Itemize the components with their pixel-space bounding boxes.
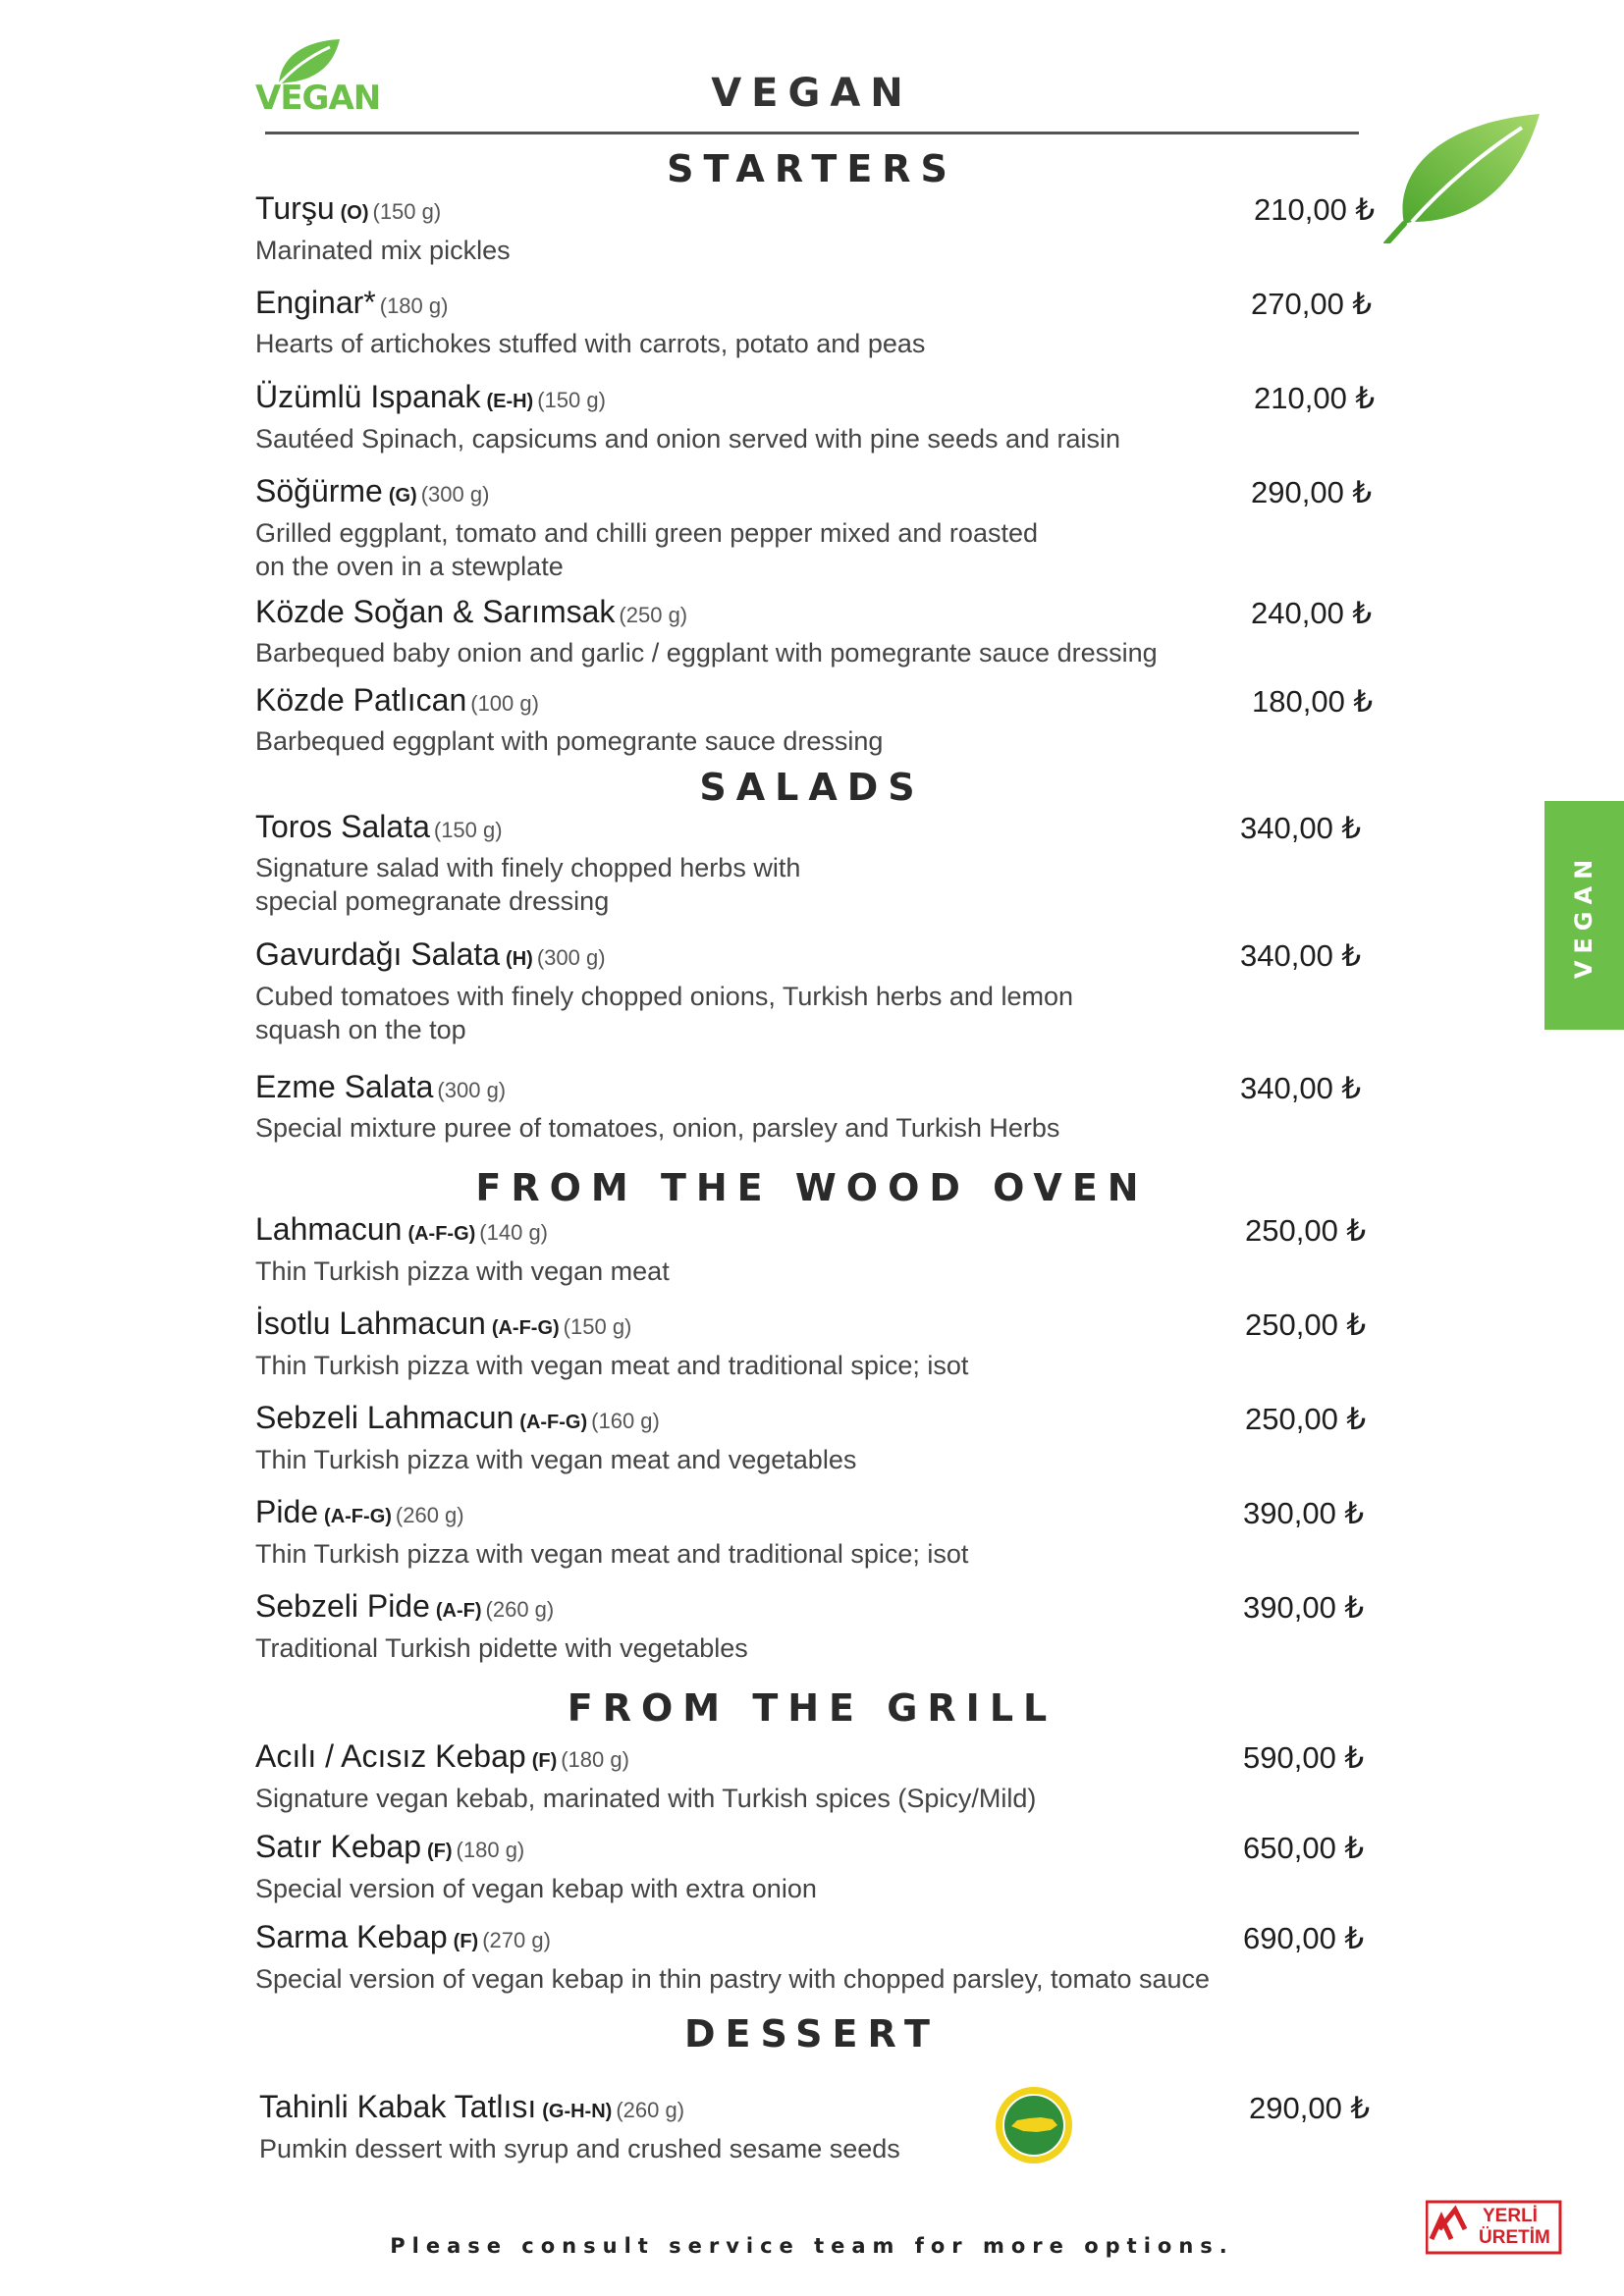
- item-price: 290,00 ₺: [1249, 2091, 1371, 2125]
- item-heading: [255, 1210, 1375, 1253]
- item-description-line: Pumkin dessert with syrup and crushed sesame seeds: [259, 2134, 900, 2163]
- menu-item: [255, 1210, 1375, 1288]
- item-description-line: Cubed tomatoes with finely chopped onions, Turkish herbs and lemon: [255, 982, 1073, 1011]
- side-tab-label: VEGAN: [1570, 852, 1598, 979]
- menu-item: [255, 1399, 1375, 1476]
- item-allergen: (F): [531, 1750, 558, 1772]
- item-allergen: (A-F-G): [491, 1317, 560, 1339]
- item-description: [255, 234, 1218, 267]
- menu-item: [255, 681, 1375, 758]
- item-heading: [255, 1493, 1375, 1535]
- item-name: Enginar*: [255, 285, 376, 320]
- item-heading: [255, 1918, 1375, 1960]
- item-price: 250,00 ₺: [1245, 1308, 1367, 1342]
- item-description-line: Grilled eggplant, tomato and chilli green pepper mixed and roasted: [255, 518, 1038, 548]
- item-allergen: (F): [427, 1841, 453, 1862]
- item-heading: [255, 935, 1375, 978]
- section-title: FROM THE WOOD OVEN: [475, 1166, 1149, 1209]
- item-description-line: Thin Turkish pizza with vegan meat: [255, 1256, 670, 1286]
- item-price: 250,00 ₺: [1245, 1213, 1367, 1248]
- menu-item: [255, 935, 1375, 1046]
- footer-note: Please consult service team for more options.: [390, 2234, 1234, 2258]
- item-allergen: (G): [388, 485, 417, 507]
- item-description-line: special pomegranate dressing: [255, 886, 610, 916]
- item-description-line: Barbequed baby onion and garlic / eggplant with pomegrante sauce dressing: [255, 638, 1158, 667]
- item-heading: [255, 1305, 1375, 1347]
- item-name: Söğürme: [255, 473, 383, 508]
- item-heading: [255, 284, 1375, 325]
- item-price: 240,00 ₺: [1251, 596, 1373, 630]
- item-description-line: Traditional Turkish pidette with vegetables: [255, 1633, 748, 1663]
- item-allergen: (O): [340, 202, 369, 224]
- item-price: 590,00 ₺: [1243, 1740, 1365, 1775]
- item-name: İsotlu Lahmacun: [255, 1306, 486, 1341]
- item-price: 650,00 ₺: [1243, 1831, 1365, 1865]
- item-allergen: (F): [453, 1931, 479, 1952]
- item-price: 270,00 ₺: [1251, 287, 1373, 321]
- item-weight: (180 g): [379, 294, 449, 318]
- item-heading: [255, 593, 1375, 634]
- item-description-line: Signature vegan kebab, marinated with Turkish spices (Spicy/Mild): [255, 1784, 1037, 1813]
- item-description-line: Thin Turkish pizza with vegan meat and traditional spice; isot: [255, 1351, 969, 1380]
- item-allergen: (H): [506, 948, 533, 970]
- item-description: [255, 724, 1218, 758]
- item-description: [255, 1443, 1218, 1476]
- item-name: Közde Patlıcan: [255, 682, 467, 718]
- item-name: Lahmacun: [255, 1211, 403, 1247]
- item-price: 250,00 ₺: [1245, 1402, 1367, 1436]
- item-allergen: (A-F): [435, 1600, 482, 1622]
- item-name: Sarma Kebap: [255, 1919, 448, 1954]
- item-heading: [255, 189, 1375, 232]
- item-description-line: Sautéed Spinach, capsicums and onion served with pine seeds and raisin: [255, 424, 1121, 454]
- item-description: [255, 1111, 1218, 1145]
- item-name: Sebzeli Lahmacun: [255, 1400, 514, 1435]
- item-description: [255, 851, 1218, 918]
- item-weight: (160 g): [591, 1409, 660, 1433]
- item-name: Ezme Salata: [255, 1069, 434, 1104]
- item-heading: [255, 1068, 1375, 1109]
- item-name: Toros Salata: [255, 809, 430, 844]
- item-name: Sebzeli Pide: [255, 1588, 430, 1624]
- item-description: [255, 1872, 1218, 1905]
- item-weight: (100 g): [470, 691, 539, 716]
- section-title: STARTERS: [667, 147, 957, 190]
- menu-item: [255, 593, 1375, 669]
- item-description-line: on the oven in a stewplate: [255, 552, 564, 581]
- item-price: 290,00 ₺: [1251, 475, 1373, 509]
- item-description: [255, 636, 1218, 669]
- item-heading: [255, 1399, 1375, 1441]
- item-description-line: Special version of vegan kebap in thin pastry with chopped parsley, tomato sauce: [255, 1964, 1211, 1994]
- item-weight: (300 g): [420, 482, 490, 507]
- menu-item: [255, 1587, 1375, 1665]
- item-description: [255, 1631, 1218, 1665]
- item-weight: (250 g): [619, 603, 688, 627]
- item-description-line: Barbequed eggplant with pomegrante sauce dressing: [255, 726, 884, 756]
- item-price: 340,00 ₺: [1240, 938, 1362, 973]
- menu-item: [255, 1305, 1375, 1382]
- item-weight: (150 g): [563, 1314, 632, 1339]
- menu-item: [255, 808, 1375, 918]
- menu-item: [259, 2088, 1379, 2165]
- item-price: 390,00 ₺: [1243, 1496, 1365, 1530]
- item-weight: (300 g): [536, 945, 606, 970]
- item-description: [259, 2132, 1221, 2165]
- menu-item: [255, 189, 1375, 267]
- item-name: Gavurdağı Salata: [255, 936, 501, 972]
- item-name: Üzümlü Ispanak: [255, 379, 481, 414]
- item-description: [255, 516, 1218, 583]
- page-title: VEGAN: [711, 71, 913, 116]
- item-name: Közde Soğan & Sarımsak: [255, 594, 616, 629]
- item-weight: (150 g): [433, 818, 503, 842]
- item-price: 180,00 ₺: [1252, 684, 1374, 719]
- item-heading: [255, 1828, 1375, 1870]
- item-name: Tahinli Kabak Tatlısı: [259, 2089, 537, 2124]
- item-weight: (260 g): [395, 1503, 464, 1527]
- menu-item: [255, 1737, 1375, 1815]
- item-description: [255, 1255, 1218, 1288]
- item-heading: [255, 808, 1375, 849]
- item-price: 390,00 ₺: [1243, 1590, 1365, 1625]
- item-heading: [255, 1587, 1375, 1629]
- menu-item: [255, 472, 1375, 583]
- logo-text: VEGAN: [255, 79, 381, 118]
- item-allergen: (G-H-N): [542, 2101, 613, 2122]
- item-price: 340,00 ₺: [1240, 1071, 1362, 1105]
- item-description: [255, 1782, 1218, 1815]
- item-name: Turşu: [255, 190, 335, 226]
- item-weight: (300 g): [437, 1078, 507, 1102]
- menu-item: [255, 1068, 1375, 1145]
- item-weight: (150 g): [372, 199, 442, 224]
- side-tab: [1544, 801, 1624, 1030]
- item-description: [255, 422, 1218, 455]
- item-weight: (180 g): [456, 1838, 525, 1862]
- item-price: 340,00 ₺: [1240, 811, 1362, 845]
- item-heading: [255, 681, 1375, 722]
- yerli-line1: YERLİ: [1483, 2206, 1538, 2226]
- item-description-line: Thin Turkish pizza with vegan meat and traditional spice; isot: [255, 1539, 969, 1569]
- item-price: 210,00 ₺: [1254, 381, 1376, 415]
- item-allergen: (A-F-G): [407, 1223, 476, 1245]
- section-title: SALADS: [699, 766, 925, 809]
- item-weight: (140 g): [479, 1220, 549, 1245]
- item-heading: [259, 2088, 1379, 2130]
- item-price: 690,00 ₺: [1243, 1921, 1365, 1955]
- item-allergen: (A-F-G): [324, 1506, 392, 1527]
- item-description: [255, 980, 1218, 1046]
- item-description-line: Signature salad with finely chopped herbs with: [255, 853, 801, 882]
- item-allergen: (A-F-G): [519, 1412, 588, 1433]
- item-heading: [255, 378, 1375, 420]
- item-heading: [255, 472, 1375, 514]
- item-weight: (260 g): [485, 1597, 555, 1622]
- item-weight: (150 g): [537, 388, 606, 412]
- item-name: Acılı / Acısız Kebap: [255, 1738, 526, 1774]
- item-description: [255, 1537, 1218, 1571]
- section-title: DESSERT: [684, 2012, 940, 2056]
- item-description-line: Hearts of artichokes stuffed with carrots, potato and peas: [255, 329, 926, 358]
- menu-item: [255, 1493, 1375, 1571]
- item-heading: [255, 1737, 1375, 1780]
- item-description: [255, 327, 1218, 360]
- item-description: [255, 1349, 1218, 1382]
- item-description-line: Thin Turkish pizza with vegan meat and vegetables: [255, 1445, 857, 1474]
- item-weight: (260 g): [616, 2098, 685, 2122]
- quality-seal-icon: [994, 2085, 1074, 2165]
- item-weight: (180 g): [561, 1747, 629, 1772]
- item-description-line: Special version of vegan kebap with extra onion: [255, 1874, 817, 1903]
- item-allergen: (E-H): [486, 391, 534, 412]
- menu-item: [255, 378, 1375, 455]
- title-divider: [265, 132, 1359, 134]
- item-description: [255, 1962, 1218, 1996]
- menu-item: [255, 1918, 1375, 1996]
- item-description-line: squash on the top: [255, 1015, 466, 1044]
- item-name: Pide: [255, 1494, 319, 1529]
- item-description-line: Marinated mix pickles: [255, 236, 511, 265]
- item-weight: (270 g): [482, 1928, 551, 1952]
- item-price: 210,00 ₺: [1254, 192, 1376, 227]
- yerli-line2: ÜRETİM: [1479, 2227, 1550, 2248]
- menu-item: [255, 284, 1375, 360]
- item-description-line: Special mixture puree of tomatoes, onion, parsley and Turkish Herbs: [255, 1113, 1060, 1143]
- menu-item: [255, 1828, 1375, 1905]
- section-title: FROM THE GRILL: [567, 1686, 1057, 1730]
- item-name: Satır Kebap: [255, 1829, 421, 1864]
